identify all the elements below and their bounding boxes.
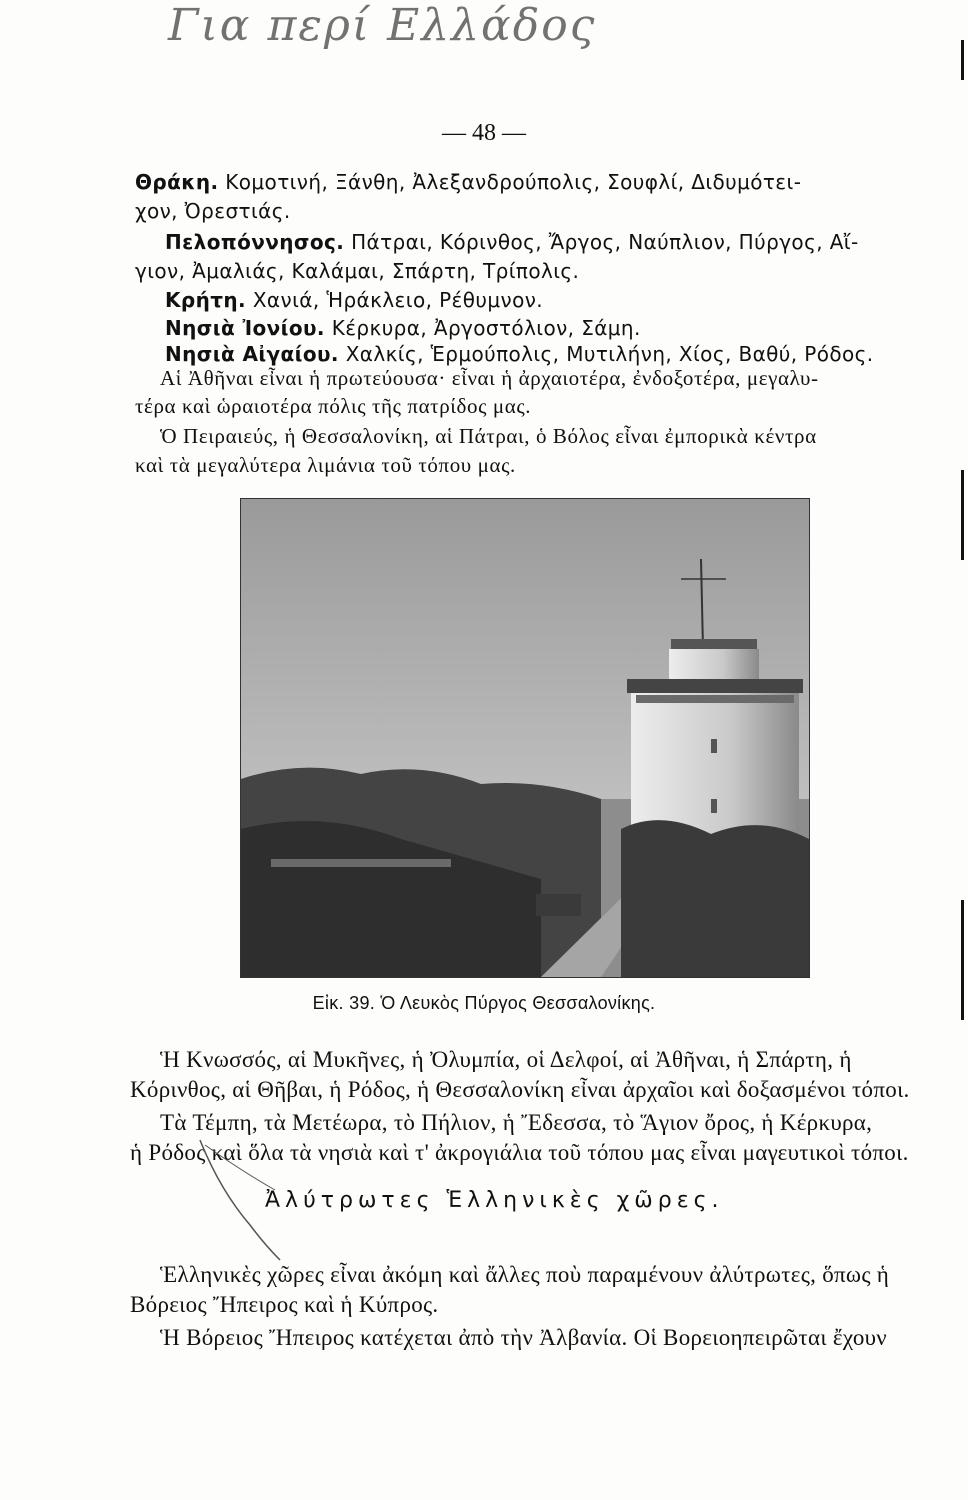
paragraph-landscapes-line-2: ἡ Ρόδος καὶ ὅλα τὰ νησιὰ καὶ τ' ἀκρογιάλια τοῦ τόπου μας εἶναι μαγευτικοὶ τόποι. xyxy=(130,1140,909,1165)
section-heading: Ἀλύτρωτες Ἑλληνικὲς χῶρες. xyxy=(265,1188,724,1213)
paragraph-epirus-line-1: Ἡ Βόρειος Ἤπειρος κατέχεται ἀπὸ τὴν Ἀλβανία. Οἱ Βορειοηπειρῶται ἔχουν xyxy=(160,1325,888,1350)
paragraph-ports-line-1: Ὁ Πειραιεύς, ἡ Θεσσαλονίκη, αἱ Πάτραι, ὁ Βόλος εἶναι ἐμπορικὰ κέντρα xyxy=(160,424,817,448)
paragraph-athens-line-2: τέρα καὶ ὡραιοτέρα πόλις τῆς πατρίδος μας. xyxy=(135,394,532,418)
paragraph-athens-line-1: Αἱ Ἀθῆναι εἶναι ἡ πρωτεύουσα· εἶναι ἡ ἀρχαιοτέρα, ἐνδοξοτέρα, μεγαλυ- xyxy=(160,366,819,390)
white-tower-illustration xyxy=(241,499,809,977)
paragraph-landscapes-line-1: Τὰ Τέμπη, τὰ Μετέωρα, τὸ Πήλιον, ἡ Ἔδεσσα, τὸ Ἅγιον ὄρος, ἡ Κέρκυρα, xyxy=(160,1110,873,1135)
paragraph-ancient-line-2: Κόρινθος, αἱ Θῆβαι, ἡ Ρόδος, ἡ Θεσσαλονίκη εἶναι ἀρχαῖοι καὶ δοξασμένοι τόποι. xyxy=(130,1077,910,1102)
region-peloponnese xyxy=(165,230,859,254)
region-aegean xyxy=(165,342,874,366)
page-number: — 48 — xyxy=(442,120,526,146)
paragraph-unredeemed-line-1: Ἑλληνικὲς χῶρες εἶναι ἀκόμη καὶ ἄλλες ποὺ παραμένουν ἀλύτρωτες, ὅπως ἡ xyxy=(160,1262,890,1287)
region-ionian xyxy=(165,316,641,340)
region-label: Κρήτη. xyxy=(165,288,247,312)
region-crete xyxy=(165,288,543,312)
region-text: Χαλκίς, Ἑρμούπολις, Μυτιλήνη, Χίος, Βαθύ, Ρόδος. xyxy=(345,342,874,366)
region-text: Χανιά, Ἡράκλειο, Ρέθυμνον. xyxy=(252,288,544,312)
scan-edge-mark xyxy=(961,470,964,560)
region-thrace xyxy=(135,170,801,194)
region-label: Θράκη. xyxy=(135,170,219,194)
region-label: Νησιὰ Ἰονίου. xyxy=(165,316,325,340)
region-label: Πελοπόννησος. xyxy=(165,230,345,254)
region-label: Νησιὰ Αἰγαίου. xyxy=(165,342,339,366)
region-text: Κέρκυρα, Ἀργοστόλιον, Σάμη. xyxy=(331,316,641,340)
region-text: Πάτραι, Κόρινθος, Ἄργος, Ναύπλιον, Πύργος, Αἴ- xyxy=(351,230,859,254)
figure-caption: Εἰκ. 39. Ὁ Λευκὸς Πύργος Θεσσαλονίκης. xyxy=(312,993,656,1013)
paragraph-ports-line-2: καὶ τὰ μεγαλύτερα λιμάνια τοῦ τόπου μας. xyxy=(135,453,516,477)
paragraph-unredeemed-line-2: Βόρειος Ἤπειρος καὶ ἡ Κύπρος. xyxy=(130,1292,439,1317)
scan-edge-mark xyxy=(961,40,964,80)
paragraph-ancient-line-1: Ἡ Κνωσσός, αἱ Μυκῆνες, ἡ Ὀλυμπία, οἱ Δελφοί, αἱ Ἀθῆναι, ἡ Σπάρτη, ἡ xyxy=(160,1047,852,1072)
region-thrace-cont: χον, Ὀρεστιάς. xyxy=(135,199,291,223)
white-tower-photo xyxy=(240,498,810,978)
scan-edge-mark xyxy=(961,900,964,1020)
region-peloponnese-cont: γιον, Ἀμαλιάς, Καλάμαι, Σπάρτη, Τρίπολις. xyxy=(135,259,580,283)
handwritten-note: Για περί Ελλάδος xyxy=(168,0,597,51)
region-text: Κομοτινή, Ξάνθη, Ἀλεξανδρούπολις, Σουφλί, Διδυμότει- xyxy=(225,170,802,194)
